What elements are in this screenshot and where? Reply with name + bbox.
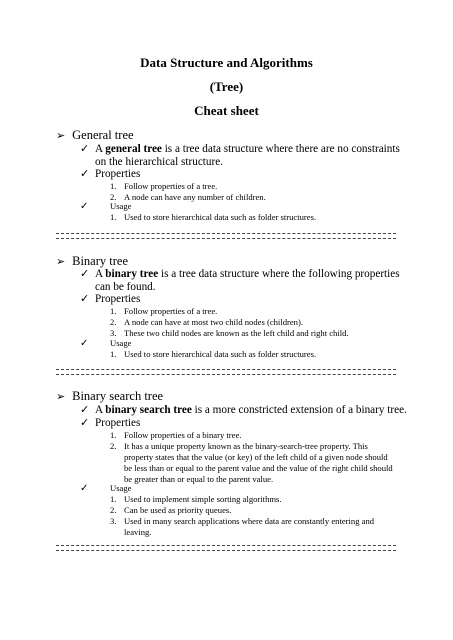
checkmark-icon: ✓ <box>80 201 89 212</box>
section-heading-binary-tree: ➢ Binary tree <box>56 254 129 268</box>
list-item: It has a unique property known as the binary-search-tree property. This property states that the value (or key) of the left child of a given node should be less than or equal to the parent value and the value of the right child should be greater than or equal to the parent value. <box>124 441 393 484</box>
list-item: Follow properties of a binary tree. <box>124 430 242 440</box>
list-item: A node can have at most two child nodes (children). <box>124 317 303 327</box>
checkmark-icon: ✓ <box>80 417 90 429</box>
definition-item: ✓ A general tree is a tree data structure where there are no constraints on the hierarchical structure. <box>80 143 400 168</box>
properties-item: ✓ Properties <box>80 168 141 180</box>
list-item: These two child nodes are known as the left child and right child. <box>124 328 349 338</box>
section-divider <box>56 545 396 551</box>
section-divider <box>56 369 396 375</box>
usage-item: ✓ Usage <box>80 338 132 349</box>
properties-item: ✓ Properties <box>80 417 141 429</box>
checkmark-icon: ✓ <box>80 268 90 280</box>
list-item: Follow properties of a tree. <box>124 306 218 316</box>
properties-item: ✓ Properties <box>80 293 141 305</box>
checkmark-icon: ✓ <box>80 338 89 349</box>
list-item: Can be used as priority queues. <box>124 505 232 515</box>
arrowhead-bullet-icon: ➢ <box>56 391 66 403</box>
section-divider <box>56 233 396 239</box>
list-item: Follow properties of a tree. <box>124 181 218 191</box>
list-item: A node can have any number of children. <box>124 192 266 202</box>
definition-item: ✓ A binary tree is a tree data structure where the following properties can be found. <box>80 268 400 293</box>
document-page: Data Structure and Algorithms (Tree) Cheat sheet ➢ General tree ✓ A general tree is a tree data structure where there are no constraints on the hierarchical structure. ✓ Properties 1. Follow properties of a tree. 2. A node can have any number of children. ✓ Usage 1. Used to store hierarchical data such as folder structures. ➢ Binary tree ✓ A binary tree is a tree data structure where the following properties can be found. ✓ Properties 1. Follow properties of a tree. 2. A node can have at most two child nodes (children). 3. These two child nodes are known as the left child and right child. ✓ Usage 1. Used to store hierarchical data such as folder structures. ➢ Binary search tree ✓ A binary search tree is a more constricted extension of a binary tree. ✓ Properties 1. Follow properties of a binary tree. 2. It has a unique property known as the binary-search-tree property. This property states that the value (or key) of the left child of a given node should be less than or equal to the parent value and the value of the right child should be greater than or equal to the parent value. ✓ Usage 1. Used to implement simple sorting algorithms. 2. Can be used as priority queues. 3. Used in many search applications where data are constantly entering and leaving. <box>0 0 453 640</box>
list-item: Used to store hierarchical data such as folder structures. <box>124 349 317 359</box>
checkmark-icon: ✓ <box>80 483 89 494</box>
section-heading-general-tree: ➢ General tree <box>56 128 134 142</box>
list-item: Used in many search applications where data are constantly entering and leaving. <box>124 516 375 537</box>
checkmark-icon: ✓ <box>80 168 90 180</box>
document-subtitle: (Tree) <box>209 79 244 94</box>
list-item: Used to implement simple sorting algorithms. <box>124 494 282 504</box>
checkmark-icon: ✓ <box>80 293 90 305</box>
list-item: Used to store hierarchical data such as folder structures. <box>124 212 317 222</box>
arrowhead-bullet-icon: ➢ <box>56 130 66 142</box>
usage-item: ✓ Usage <box>80 483 132 494</box>
document-title: Data Structure and Algorithms <box>140 55 313 70</box>
checkmark-icon: ✓ <box>80 404 90 416</box>
usage-item: ✓ Usage <box>80 201 132 212</box>
document-subtitle-2: Cheat sheet <box>194 103 259 118</box>
section-heading-binary-search-tree: ➢ Binary search tree <box>56 389 164 403</box>
checkmark-icon: ✓ <box>80 143 90 155</box>
definition-item: ✓ A binary search tree is a more constricted extension of a binary tree. <box>80 404 407 416</box>
arrowhead-bullet-icon: ➢ <box>56 256 66 268</box>
